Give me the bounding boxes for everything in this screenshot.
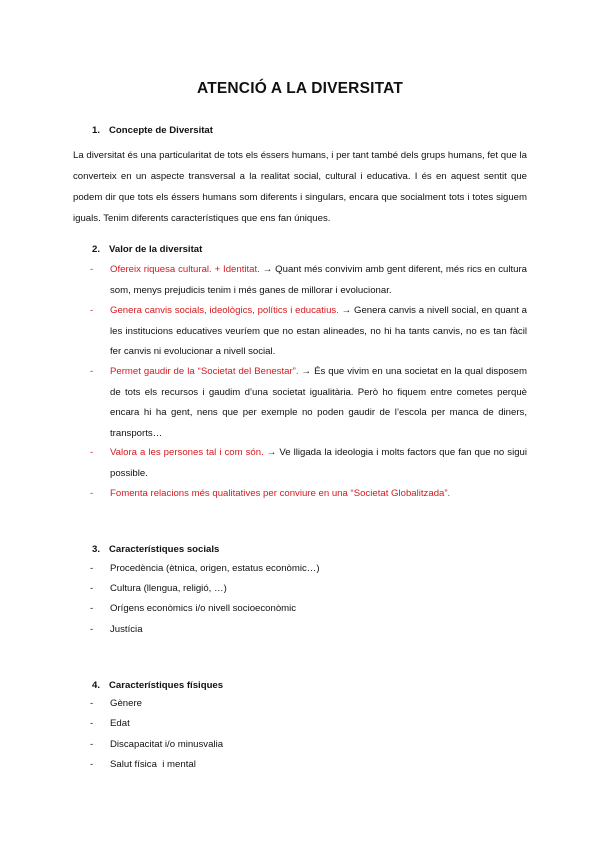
list-item-text: Gènere [110, 698, 142, 709]
list-dash: - [90, 305, 94, 316]
list-item [90, 559, 320, 579]
list-item [90, 443, 527, 484]
section-title: Concepte de Diversitat [109, 125, 213, 136]
list-item-text: Orígens econòmics i/o nivell socioeconòmic [110, 603, 297, 614]
list-item-text: Salut física i mental [110, 759, 196, 770]
list-item [90, 735, 223, 755]
list-dash: - [90, 366, 94, 377]
section-number: 1. [92, 125, 101, 136]
value-explanation: → Ve lligada la ideologia i molts factors que fan que no sigui possible. [110, 447, 528, 479]
list-item [90, 694, 142, 714]
list-item [90, 599, 296, 619]
section-title: Característiques físiques [109, 680, 224, 691]
list-dash: - [90, 488, 94, 499]
list-dash: - [90, 583, 94, 594]
list-dash: - [90, 624, 94, 635]
list-item [90, 301, 527, 363]
list-dash: - [90, 264, 94, 275]
value-highlight: Genera canvis socials, ideològics, polítics i educatius. [110, 305, 339, 316]
list-dash: - [90, 739, 94, 750]
section-number: 4. [92, 680, 101, 691]
concept-paragraph: La diversitat és una particularitat de tots els éssers humans, i per tant també dels grups humans, fet que la converteix en un aspecte transversal a la realitat social, cultural i educativa. I és en aquest sentit que podem dir que tots els éssers humans som diferents i singulars, encara que socialment tots i totes siguem iguals. Tenim diferents característiques que ens fan úniques. [73, 150, 527, 224]
list-item [90, 260, 527, 301]
value-highlight: Valora a les persones tal i com són. [110, 447, 264, 458]
list-dash: - [90, 603, 94, 614]
list-item-text: Cultura (llengua, religió, …) [110, 583, 227, 594]
list-item-text: Edat [110, 718, 130, 729]
value-explanation: → Quant més convivim amb gent diferent, més rics en cultura som, menys prejudicis tenim i més ganes de millorar i evolucionar. [110, 264, 528, 296]
list-item [90, 755, 196, 775]
section-heading-fisiques [92, 680, 223, 691]
section-heading-concepte [92, 125, 213, 136]
value-highlight: Permet gaudir de la “Societat del Benestar”. [110, 366, 299, 377]
value-explanation: → Genera canvis a nivell social, en quant a les institucions educatives veuríem que no estan alineades, no hi ha tants canvis, no es tan fàcil fer canvis ni evolucionar a nivell social. [110, 305, 528, 358]
list-item [90, 579, 227, 599]
list-dash: - [90, 563, 94, 574]
list-item-text: Justícia [110, 624, 143, 635]
value-explanation: → És que vivim en una societat en la qual disposem de tots els recursos i gaudim d’una societat igualitària. Però ho fiquem entre cometes perquè encara hi ha gent, nens que per exemple no poden gaudir de l’escola per manca de diners, transports… [110, 366, 527, 439]
section-title: Característiques socials [109, 544, 220, 555]
value-highlight: Ofereix riquesa cultural. + Identitat. [110, 264, 260, 275]
section-number: 2. [92, 244, 101, 255]
list-item-text: Procedència (ètnica, origen, estatus econòmic…) [110, 563, 320, 574]
page-title: ATENCIÓ A LA DIVERSITAT [196, 80, 404, 97]
section-heading-socials [92, 544, 219, 555]
list-item-text: Discapacitat i/o minusvalia [110, 739, 224, 750]
list-dash: - [90, 447, 94, 458]
list-dash: - [90, 759, 94, 770]
list-item [90, 620, 143, 640]
list-item [90, 714, 130, 734]
list-item [90, 362, 527, 444]
section-number: 3. [92, 544, 101, 555]
list-item [90, 484, 527, 505]
list-dash: - [90, 698, 94, 709]
value-highlight: Fomenta relacions més qualitatives per conviure en una “Societat Globalitzada”. [110, 488, 451, 499]
list-dash: - [90, 718, 94, 729]
section-title: Valor de la diversitat [109, 244, 203, 255]
section-heading-valor [92, 244, 202, 255]
